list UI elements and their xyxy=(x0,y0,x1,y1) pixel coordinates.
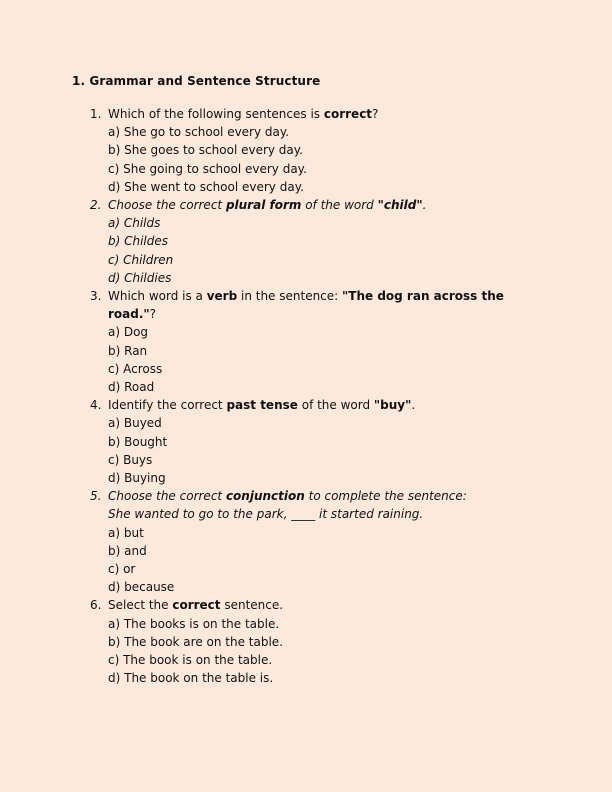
section-number: 1. xyxy=(72,74,86,88)
option-a: a) but xyxy=(108,525,144,540)
sentence-prompt: She wanted to go to the park, ____ it started raining. xyxy=(108,507,424,522)
option-a: a) Dog xyxy=(108,325,149,340)
question-stem: Choose the correct plural form of the word "child". xyxy=(108,198,427,213)
option-b: b) The book are on the table. xyxy=(108,634,284,649)
question-number: 2. xyxy=(90,198,102,213)
option-b: b) Bought xyxy=(108,434,168,449)
question-2 xyxy=(90,196,530,287)
option-c: c) Across xyxy=(108,361,163,376)
question-number: 5. xyxy=(90,489,102,504)
question-stem: Choose the correct conjunction to complete the sentence: xyxy=(108,489,467,504)
question-number: 6. xyxy=(90,598,102,613)
section-heading xyxy=(72,74,320,88)
question-list xyxy=(90,105,530,688)
option-b: b) and xyxy=(108,543,147,558)
option-a: a) The books is on the table. xyxy=(108,616,280,631)
option-d: d) Road xyxy=(108,380,155,395)
option-d: d) She went to school every day. xyxy=(108,179,304,194)
option-a: a) Childs xyxy=(108,216,161,231)
question-stem: Which of the following sentences is correct? xyxy=(108,107,379,121)
option-c: c) Buys xyxy=(108,452,153,467)
option-d: d) Buying xyxy=(108,471,166,486)
option-c: c) Children xyxy=(108,252,174,267)
section-title: Grammar and Sentence Structure xyxy=(89,74,321,88)
option-d: d) Childies xyxy=(108,270,172,285)
question-3 xyxy=(90,287,530,396)
option-a: a) Buyed xyxy=(108,416,162,431)
option-c: c) She going to school every day. xyxy=(108,161,307,176)
question-stem: Which word is a verb in the sentence: "The dog ran across the road."? xyxy=(108,289,504,322)
question-number: 4. xyxy=(90,398,102,413)
option-b: b) She goes to school every day. xyxy=(108,143,303,158)
option-d: d) The book on the table is. xyxy=(108,671,274,686)
question-stem: Identify the correct past tense of the word "buy". xyxy=(108,398,416,413)
option-d: d) because xyxy=(108,580,175,595)
option-c: c) The book is on the table. xyxy=(108,653,273,668)
question-5 xyxy=(90,487,530,596)
option-b: b) Childes xyxy=(108,234,169,249)
question-1 xyxy=(90,105,530,196)
question-stem: Select the correct sentence. xyxy=(108,598,284,613)
question-4 xyxy=(90,396,530,487)
question-number: 3. xyxy=(90,289,102,304)
option-a: a) She go to school every day. xyxy=(108,125,290,140)
question-number: 1. xyxy=(90,107,102,121)
option-b: b) Ran xyxy=(108,343,148,358)
question-6 xyxy=(90,596,530,687)
option-c: c) or xyxy=(108,562,136,577)
